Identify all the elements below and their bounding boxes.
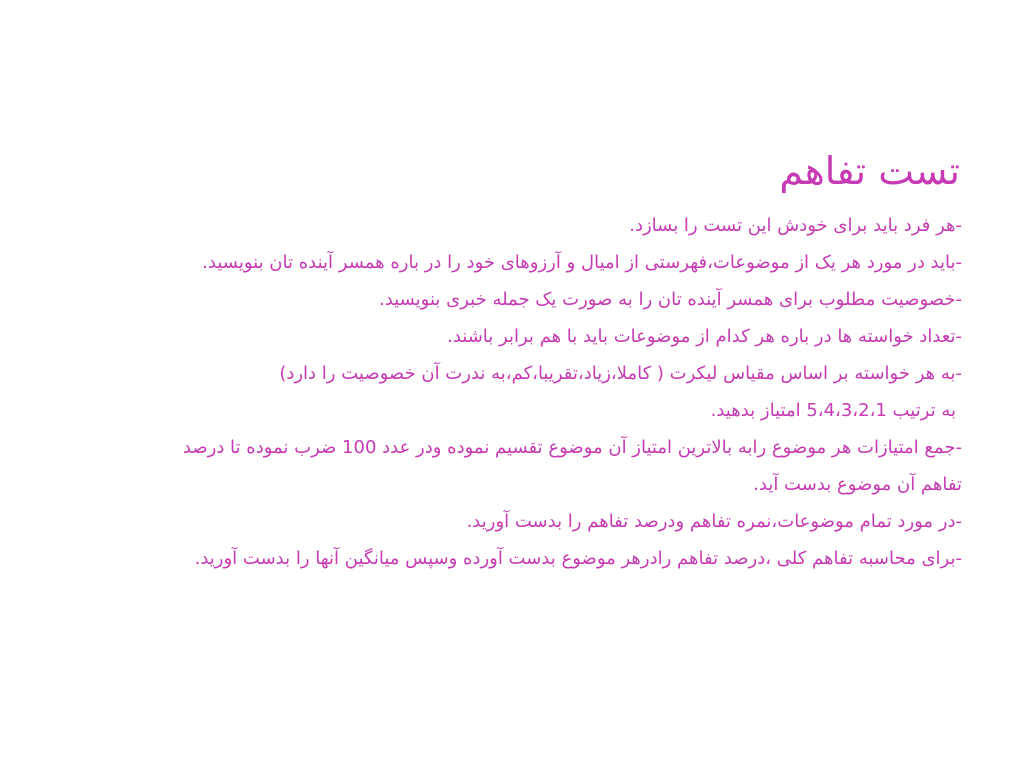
body-line: -برای محاسبه تفاهم کلی ،درصد تفاهم رادرهر موضوع بدست آورده وسپس میانگین آنها را بدست آورید. bbox=[194, 548, 962, 569]
body-line: تفاهم آن موضوع بدست آید. bbox=[753, 474, 962, 495]
body-line: -در مورد تمام موضوعات،نمره تفاهم ودرصد تفاهم را بدست آورید. bbox=[466, 511, 962, 532]
body-line: -به هر خواسته بر اساس مقیاس لیکرت ( کاملا،زیاد،تقریبا،کم،به ندرت آن خصوصیت را دارد) bbox=[279, 363, 962, 384]
slide-title: تست تفاهم bbox=[779, 149, 960, 193]
body-line: -خصوصیت مطلوب برای همسر آینده تان را به صورت یک جمله خبری بنویسید. bbox=[379, 289, 962, 310]
body-line: -جمع امتیازات هر موضوع رابه بالاترین امتیاز آن موضوع تقسیم نموده ودر عدد 100 ضرب نموده تا درصد bbox=[182, 437, 962, 458]
slide-body bbox=[42, 207, 962, 577]
body-line: -باید در مورد هر یک از موضوعات،فهرستی از امیال و آرزوهای خود را در باره همسر آینده تان بنویسید. bbox=[202, 252, 962, 273]
body-line: -هر فرد باید برای خودش این تست را بسازد. bbox=[629, 215, 962, 236]
body-line: -تعداد خواسته ها در باره هر کدام از موضوعات باید با هم برابر باشند. bbox=[447, 326, 962, 347]
body-line: به ترتیب 5،4،3،2،1 امتیاز بدهید. bbox=[710, 400, 956, 421]
